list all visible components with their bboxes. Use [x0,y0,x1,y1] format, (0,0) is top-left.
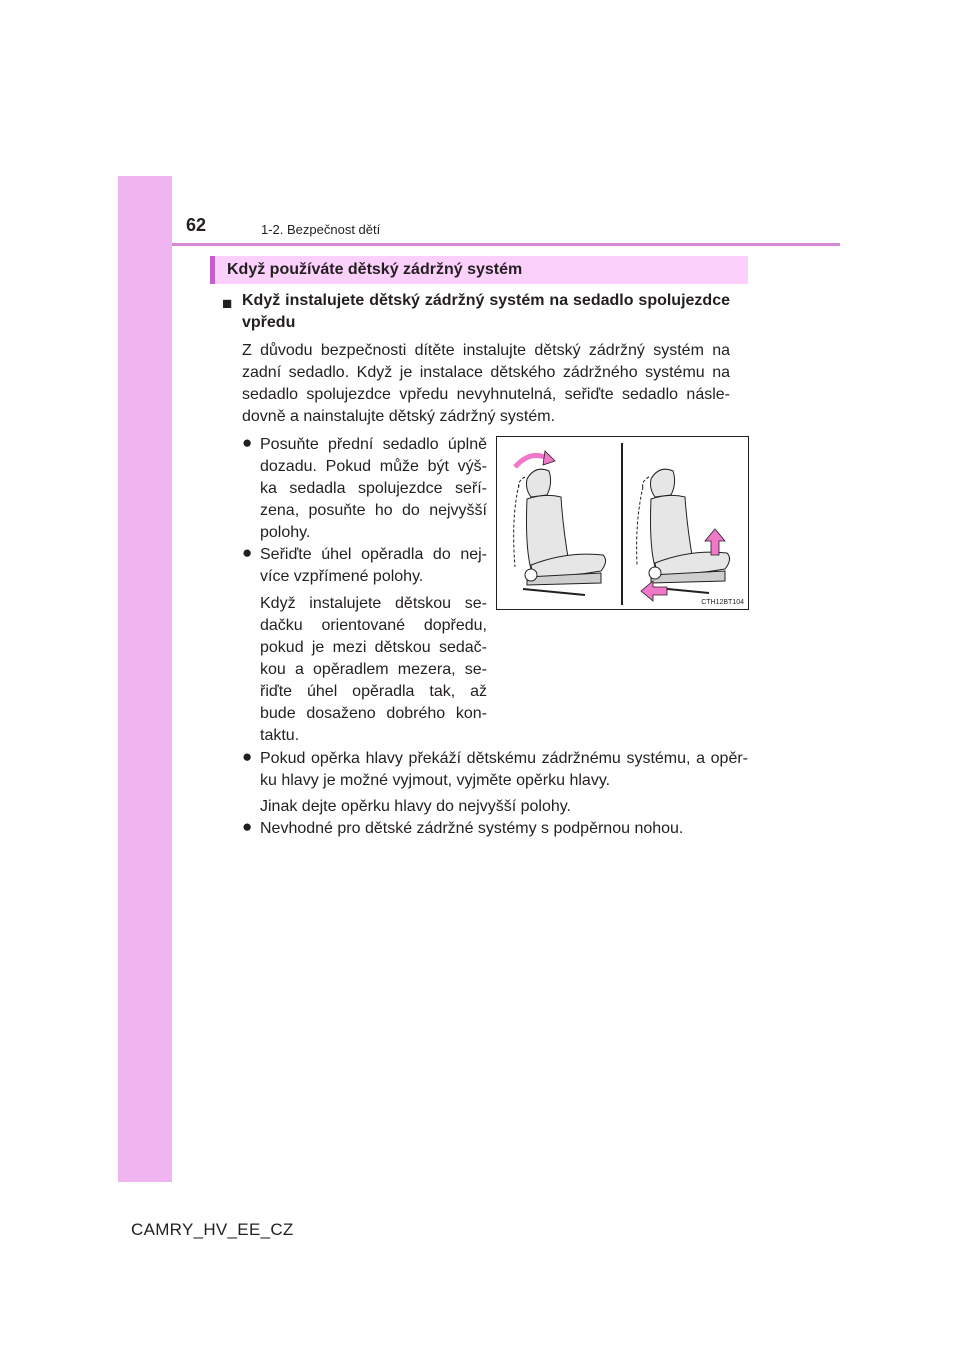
seat-illustration [497,437,748,609]
bullet3-line-1: Pokud opěrka hlavy překáží dětskému zádržnému systému, a opěr- [260,750,748,767]
bullet-icon: ● [242,747,253,766]
bullet2-line-2: více vzpřímené polohy. [260,568,424,585]
raise-arrow-icon [705,529,725,555]
seat-rail [523,589,585,595]
bullet1-line-4: zena, posuňte ho do nejvyšší [260,502,487,519]
bullet1-line-2: dozadu. Pokud může být výš- [260,458,487,475]
square-bullet-icon: ■ [222,294,233,313]
headrest-outline [519,477,525,489]
bullet3-line-2: ku hlavy je možné vyjmout, vyjměte opěrku hlavy. [260,772,611,789]
paragraph-line-3: sedadlo spolujezdce vpředu nevyhnutelná, seřiďte sedadlo násle- [242,386,730,403]
subheading-text: Když používáte dětský zádržný systém [227,261,523,278]
headrest-outline-right [643,477,649,489]
recline-arrowhead-icon [543,451,555,465]
seat-adjustment-figure [496,436,749,610]
bullet2-note-line-1: Když instalujete dětskou se- [260,595,487,612]
reclined-outline-right [637,487,643,565]
bullet2-line-1: Seřiďte úhel opěradla do nej- [260,546,487,563]
reclined-outline [514,485,519,567]
bullet-icon: ● [242,543,253,562]
bullet2-note-line-3: pokud je mezi dětskou sedač- [260,639,487,656]
header-rule [172,243,840,246]
bullet1-line-1: Posuňte přední sedadlo úplně [260,436,487,453]
bullet1-line-3: ka sedadla spolujezdce seří- [260,480,487,497]
slide-back-arrow-icon [641,581,667,601]
sidebar-tab [118,176,172,1182]
bullet-icon: ● [242,433,253,452]
bullet2-note-line-7: taktu. [260,727,300,744]
recline-knob [525,569,537,581]
bullet1-line-5: polohy. [260,524,311,541]
item-heading-line-1: Když instalujete dětský zádržný systém na sedadlo spolujezdce [242,292,730,309]
paragraph-line-4: dovně a nainstalujte dětský zádržný systém. [242,408,556,425]
section-title: 1-2. Bezpečnost dětí [261,222,381,237]
paragraph-line-2: zadní sedadlo. Když je instalace dětského zádržného systému na [242,364,730,381]
footer-model-code: CAMRY_HV_EE_CZ [131,1220,294,1239]
bullet2-note-line-5: řiďte úhel opěradla tak, až [260,683,487,700]
recline-knob-right [649,567,661,579]
subheading-box [210,256,748,284]
bullet-icon: ● [242,817,253,836]
bullet2-note-line-6: bude dosaženo dobrého kon- [260,705,487,722]
paragraph-line-1: Z důvodu bezpečnosti dítěte instalujte dětský zádržný systém na [242,342,730,359]
bullet2-note-line-2: dačku orientované dopředu, [260,617,487,634]
item-heading-line-2: vpředu [242,314,296,331]
figure-code: CTH12BT104 [701,599,744,606]
headrest [527,469,551,497]
bullet2-note-line-4: kou a opěradlem mezera, se- [260,661,487,678]
page-number: 62 [186,215,207,235]
left-seat-group [514,469,606,595]
bullet3-note: Jinak dejte opěrku hlavy do nejvyšší polohy. [260,798,571,815]
bullet4-text: Nevhodné pro dětské zádržné systémy s podpěrnou nohou. [260,820,684,837]
headrest-right [651,469,675,497]
